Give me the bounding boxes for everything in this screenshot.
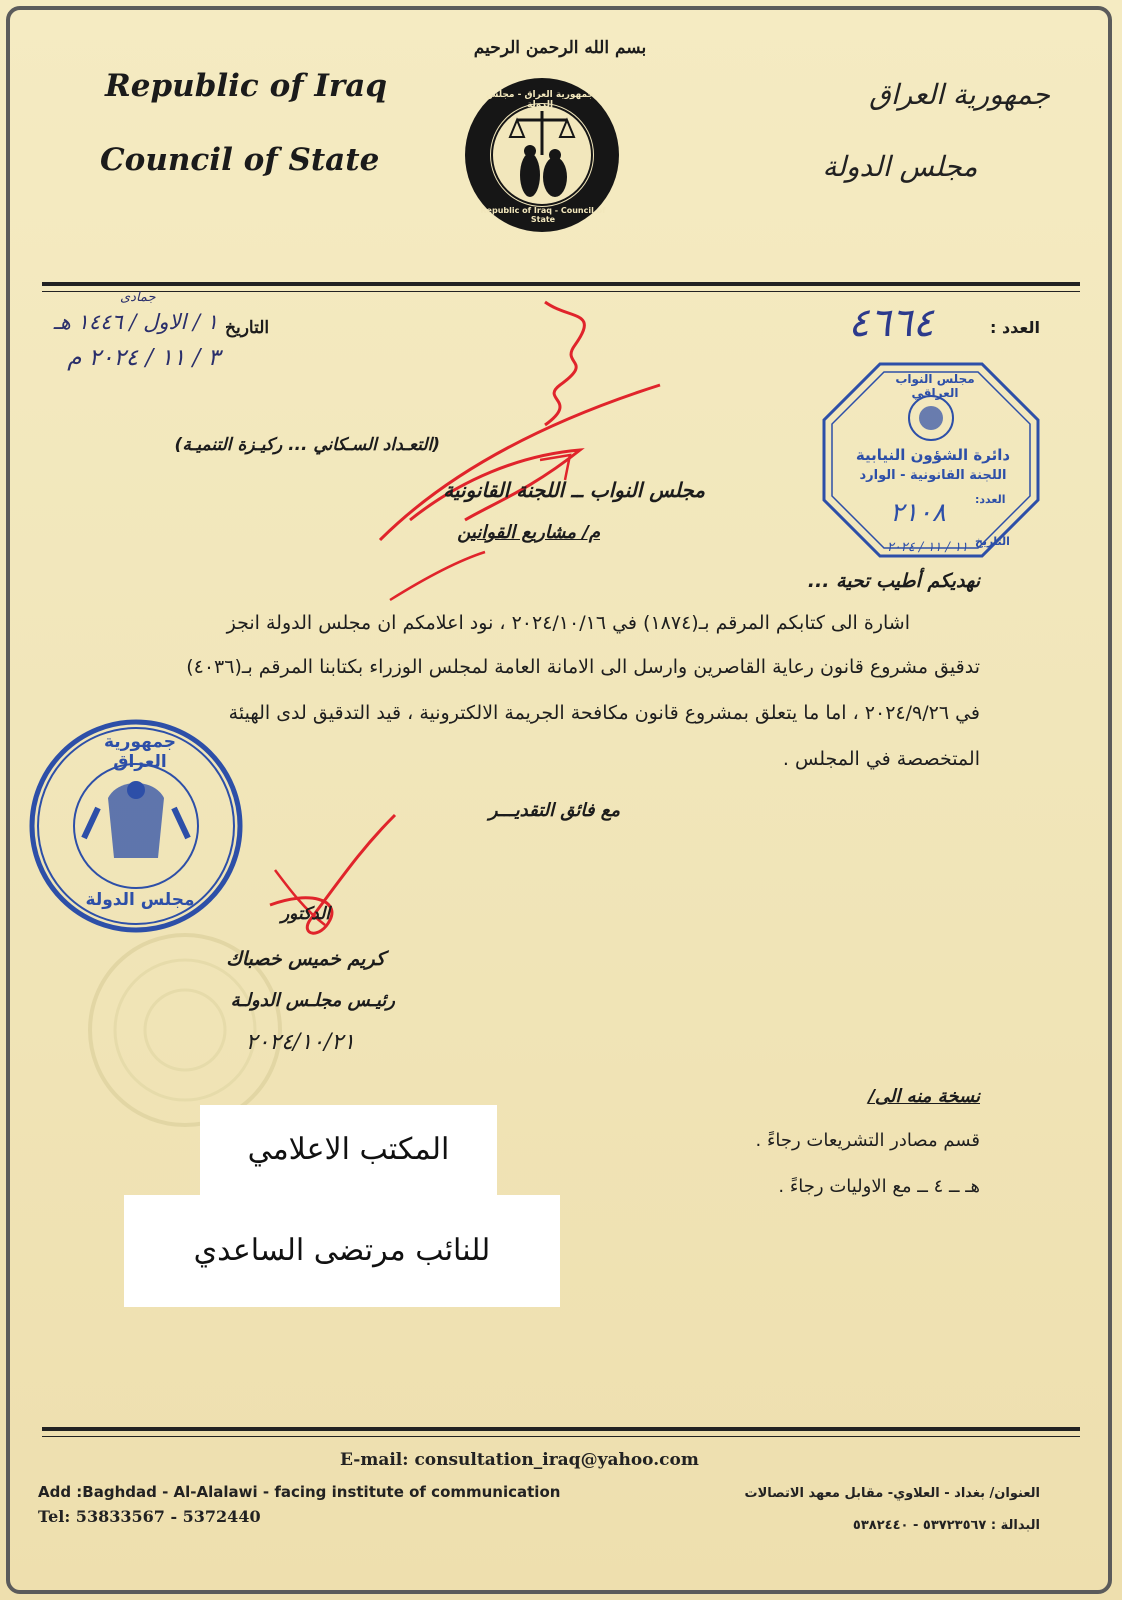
hijri-date: ١ / الاول / ١٤٤٦ هـ [53,310,218,334]
red-signature-icon [250,810,410,960]
mp-name-label: للنائب مرتضى الساعدي [193,1233,491,1268]
date-label: التاريخ [225,318,270,338]
header-rule-thick [42,282,1080,286]
media-office-box-bottom [124,1195,560,1307]
body-paragraph-line-4: المتخصصة في المجلس . [782,748,980,770]
hijri-note: جمادى [120,290,156,305]
signature-date: ٢٠٢٤/١٠/٢١ [245,1030,355,1055]
number-label: العدد : [990,318,1040,337]
copies-item-1: قسم مصادر التشريعات رجاءً . [755,1130,980,1151]
signatory-position: رئيـس مجلـس الدولـة [230,990,395,1011]
census-motto: (التعـداد السـكاني ... ركيـزة التنميـة) [174,435,440,455]
header-ar-republic: جمهورية العراق [869,78,1050,111]
receipt-stamp-dept: دائرة الشؤون النيابية [855,446,1011,464]
body-paragraph-line-3: في ٢٠٢٤/٩/٢٦ ، اما ما يتعلق بمشروع قانون مكافحة الجريمة الالكترونية ، قيد التدقيق لدى الهيئة [228,702,980,724]
closing-regards: مع فائق التقديـــر [488,800,620,821]
council-stamp-top-text: جمهورية العراق [103,732,176,772]
footer-tel-en: Tel: 53833567 - 5372440 [38,1507,261,1526]
copies-heading: نسخة منه الى/ [868,1086,980,1107]
subject-line: م/ مشاريع القوانين [457,522,600,543]
header-en-council: Council of State [100,142,380,178]
receipt-stamp-title: مجلس النواب العراقي [895,372,975,400]
footer-rule-thin [42,1436,1080,1437]
footer-rule-thick [42,1427,1080,1431]
signatory-title: الدكتور [280,904,330,924]
basmala: بسم الله الرحمن الرحيم [473,38,647,58]
media-office-box-top [200,1105,497,1195]
body-paragraph-line-2: تدقيق مشروع قانون رعاية القاصرين وارسل الى الامانة العامة لمجلس الوزراء بكتابنا المرقم بـ(٤٠٣٦) [186,656,980,678]
header-ar-council: مجلس الدولة [822,150,978,183]
receipt-stamp-committee: اللجنة القانونية - الوارد [859,468,1007,483]
council-stamp-bottom-text: مجلس الدولة [85,890,195,910]
footer-tel-ar: البدالة : ٥٣٧٢٣٥٦٧ - ٥٣٨٢٤٤٠ [852,1518,1040,1533]
gregorian-date: ٣ / ١١ / ٢٠٢٤ م [67,345,220,371]
media-office-label: المكتب الاعلامي [247,1132,450,1167]
receipt-stamp-num-label: العدد: [975,493,1006,506]
copies-item-2: هـ ــ ٤ ــ مع الاوليات رجاءً . [778,1176,980,1197]
footer-address-en: Add :Baghdad - Al-Alalawi - facing institute of communication [38,1483,561,1501]
addressee-line: مجلس النواب ــ اللجنة القانونية [443,478,705,502]
footer-email: E-mail: consultation_iraq@yahoo.com [340,1450,699,1470]
footer-address-ar: العنوان/ بغداد - العلاوي- مقابل معهد الاتصالات [744,1486,1040,1501]
greeting: نهديكم أطيب تحية ... [807,570,980,592]
body-paragraph-line-1: اشارة الى كتابكم المرقم بـ(١٨٧٤) في ٢٠٢٤/١٠/١٦ ، نود اعلامكم ان مجلس الدولة انجز [226,612,910,634]
header-en-republic: Republic of Iraq [105,68,387,104]
receipt-stamp-date-label: التاريخ [975,535,1010,548]
signatory-name: كريم خميس خصباك [226,948,385,970]
seal-text-top: جمهورية العراق - مجلس الدولة [486,90,594,110]
seal-text-bottom: Republic of Iraq - Council of State [480,206,606,224]
receipt-stamp-date-value: ١١ / ١١ / ٢٠٢٤ [886,540,968,555]
number-value: ٤٦٦٤ [848,300,934,346]
receipt-stamp-num-value: ٢١٠٨ [890,498,946,528]
